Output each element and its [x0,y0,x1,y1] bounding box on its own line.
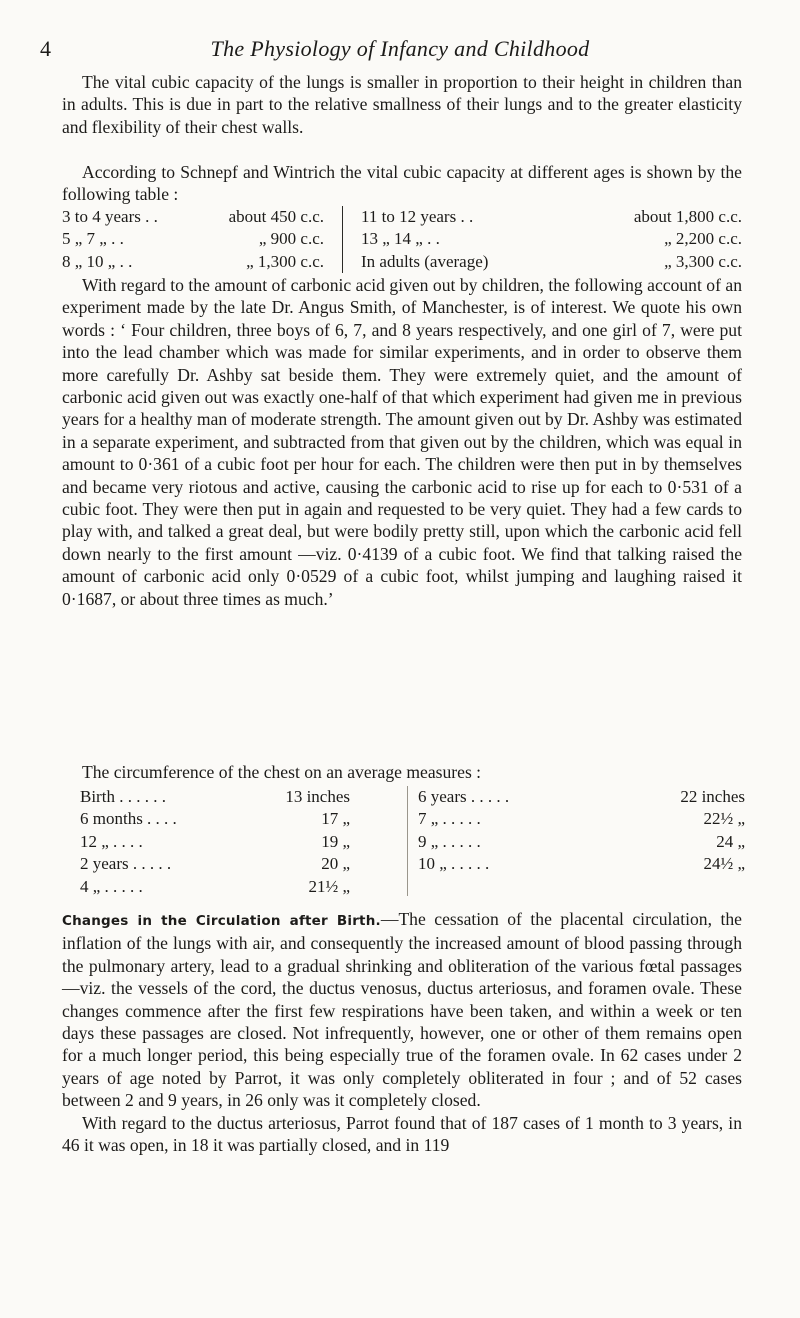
age-cell: 2 years . . . . . [80,854,172,874]
table-row [418,853,745,875]
value-cell: „ 900 c.c. [258,229,324,249]
vital-capacity-column-right [342,206,742,273]
value-cell: 22½ „ [703,809,745,829]
paragraph-text: The vital cubic capacity of the lungs is smaller in proportion to their height in children than in adults. This is due in part to the relative smallness of their lungs and to the greater elasticity and flexibility of their chest walls. [62,72,742,137]
section-heading: Changes in the Circulation after Birth. [62,913,381,929]
age-cell: 9 „ . . . . . [418,831,481,851]
value-cell: 24½ „ [703,854,745,874]
value-cell: „ 2,200 c.c. [664,229,742,249]
value-cell: 24 „ [716,831,745,851]
page-header [40,36,760,68]
paragraph-schnepf-wintrich [62,161,742,206]
age-cell: Birth . . . . . . [80,787,166,806]
age-cell: 3 to 4 years . . [62,207,158,226]
vital-capacity-table [62,206,742,274]
table-row [80,786,350,808]
age-cell: 10 „ . . . . . [418,854,490,874]
paragraph-ductus-arteriosus: With regard to the ductus arteriosus, Parrot found that of 187 cases of 1 month to 3 years, in 46 it was open, in 18 it was partially closed, and in 119 [62,1112,742,1156]
value-cell: 19 „ [321,831,350,851]
table-row [361,206,742,228]
value-cell: about 1,800 c.c. [633,207,742,226]
age-cell: 4 „ . . . . . [80,876,143,896]
value-cell: „ 1,300 c.c. [246,251,324,271]
chest-column-right [407,786,745,896]
running-title: The Physiology of Infancy and Childhood [210,36,590,61]
age-cell: 11 to 12 years . . [361,207,474,226]
age-cell: In adults (average) [361,251,489,271]
table-row [80,853,350,875]
value-cell: 17 „ [321,809,350,829]
age-cell: 6 months . . . . [80,809,177,829]
table-row [80,831,350,853]
table-row [361,251,742,273]
paragraph-circulation [62,908,742,1112]
age-cell: 13 „ 14 „ . . [361,229,440,249]
chest-column-left [80,786,350,898]
table-row [361,228,742,250]
paragraph-text: —The cessation of the placental circulation, the inflation of the lungs with air, and consequently the increased amount of blood passing through the pulmonary artery, lead to a gradual shrinking and obliteration of the various fœtal passages—viz. the vessels of the cord, the ductus venosus, ductus arteriosus, and foramen ovale. These changes commence after the first few respirations have been taken, and within a week or ten days these passages are closed. Not infrequently, however, one or other of them remains open for a much longer period, this being especially true of the foramen ovale. In 62 cases under 2 years of age noted by Parrot, it was only completely obliterated in four ; and of 52 cases between 2 and 9 years, in 26 only was it completely closed. [62,909,742,1111]
paragraph-text: The circumference of the chest on an average measures : [82,762,482,782]
table-row [418,831,745,853]
value-cell: „ 3,300 c.c. [664,251,742,271]
table-row [62,206,324,228]
age-cell: 7 „ . . . . . [418,809,481,829]
age-cell: 6 years . . . . . [418,787,510,806]
paragraph-chest-circumference [62,761,742,783]
table-row [62,251,324,273]
age-cell: 5 „ 7 „ . . [62,229,124,249]
value-cell: 21½ „ [308,876,350,896]
paragraph-text: With regard to the amount of carbonic acid given out by children, the following account of an experiment made by the late Dr. Angus Smith, of Manchester, is of interest. We quote his own words : ‘ Four children, three boys of 6, 7, and 8 years respectively, and one girl of 7, were put into the lead chamber which was made for similar experiments, and in order to observe them more carefully Dr. Ashby sat beside them. They were extremely quiet, and the amount of carbonic acid given out was exactly one-half of that which experiment had given me in previous years for a healthy man of moderate strength. The amount given out by Dr. Ashby was estimated in a separate experiment, and subtracted from that given out by the children, which was equal in amount to 0·361 of a cubic foot per hour for each. The children were then put in by themselves and became very riotous and active, causing the carbonic acid to rise up for each to 0·531 of a cubic foot. They were then put in again and requested to be very quiet. They had a few cards to play with, and talked a great deal, but were bodily pretty still, upon which the carbonic acid fell down nearly to the first amount —viz. 0·4139 of a cubic foot. We find that talking raised the amount of carbonic acid only 0·0529 of a cubic foot, whilst jumping and laughing raised it 0·1687, or about three times as much.’ [62,275,742,609]
value-cell: 20 „ [321,854,350,874]
age-cell: 8 „ 10 „ . . [62,251,133,271]
page-number: 4 [40,36,51,61]
vital-capacity-column-left [62,206,324,273]
table-row [80,876,350,898]
table-row [418,808,745,830]
table-row [62,228,324,250]
paragraph-carbonic-acid [62,274,742,610]
value-cell: 13 inches [285,787,350,806]
age-cell: 12 „ . . . . [80,831,143,851]
value-cell: 22 inches [680,787,745,806]
value-cell: about 450 c.c. [228,207,324,226]
table-row [80,808,350,830]
paragraph-text: According to Schnepf and Wintrich the vital cubic capacity at different ages is shown by the following table : [62,162,742,205]
table-row [418,786,745,808]
section-circulation-after-birth [62,908,742,1156]
paragraph-lung-capacity [62,71,742,138]
